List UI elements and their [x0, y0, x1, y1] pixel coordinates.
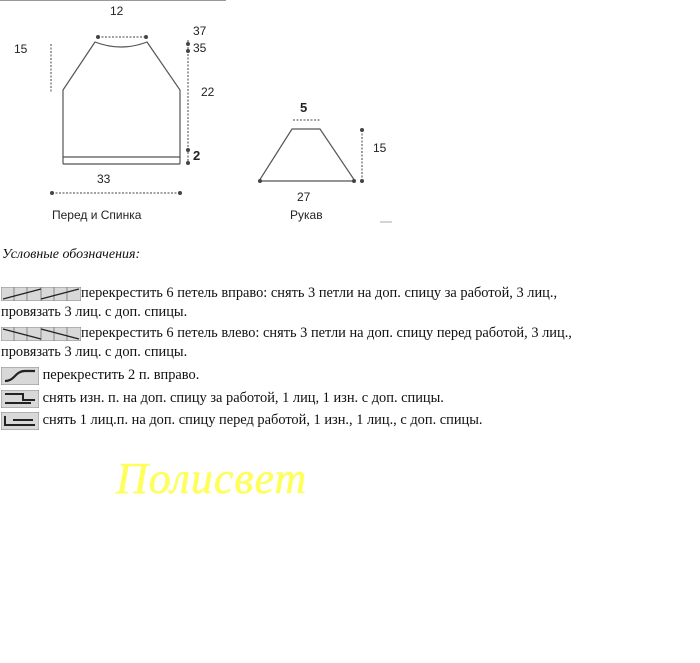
- legend-item: [1, 389, 444, 408]
- legend-item: [1, 284, 557, 302]
- legend-item-text: перекрестить 6 петель вправо: снять 3 петли на доп. спицу за работой, 3 лиц.,: [81, 285, 558, 301]
- top-right-label-a: 37: [193, 24, 207, 38]
- legend-item-continuation: провязать 3 лиц. с доп. спицы.: [1, 304, 188, 320]
- hem-height-label: 2: [193, 148, 201, 163]
- legend-item-text: перекрестить 6 петель влево: снять 3 петли на доп. спицу перед работой, 3 лиц.,: [81, 325, 572, 341]
- legend-item-text: снять 1 лиц.п. на доп. спицу перед работой, 1 изн., 1 лиц., с доп. спицы.: [42, 412, 483, 428]
- legend-item: [1, 366, 199, 385]
- shoulder-drop-label: 15: [14, 42, 28, 56]
- top-right-label-b: 35: [193, 41, 207, 55]
- body-width-label: 33: [97, 172, 111, 186]
- legend-item: [1, 324, 572, 342]
- body-piece-outline: [63, 42, 180, 164]
- cable-6-right-icon: [1, 287, 81, 301]
- legend-item-text: перекрестить 2 п. вправо.: [42, 367, 200, 383]
- legend-title: Условные обозначения:: [2, 247, 141, 262]
- legend-item-continuation: провязать 3 лиц. с доп. спицы.: [1, 344, 188, 360]
- cross-3-back-icon: [1, 390, 39, 408]
- sleeve-top-width-label: 5: [300, 100, 308, 115]
- garment-schematic: [0, 0, 400, 230]
- sleeve-caption: Рукав: [290, 208, 323, 222]
- body-caption: Перед и Спинка: [52, 208, 142, 222]
- legend-item-text: снять изн. п. на доп. спицу за работой, 1 лиц, 1 изн. с доп. спицы.: [42, 390, 444, 406]
- sleeve-bottom-width-label: 27: [297, 190, 311, 204]
- sleeve-height-label: 15: [373, 141, 387, 155]
- sleeve-piece-outline: [259, 129, 355, 181]
- armhole-depth-label: 22: [201, 85, 215, 99]
- neck-width-label: 12: [110, 4, 124, 18]
- legend-item: [1, 411, 483, 430]
- watermark: Полисвет: [116, 454, 308, 503]
- cross-3-front-icon: [1, 412, 39, 430]
- cross-2-right-icon: [1, 367, 39, 385]
- cable-6-left-icon: [1, 327, 81, 341]
